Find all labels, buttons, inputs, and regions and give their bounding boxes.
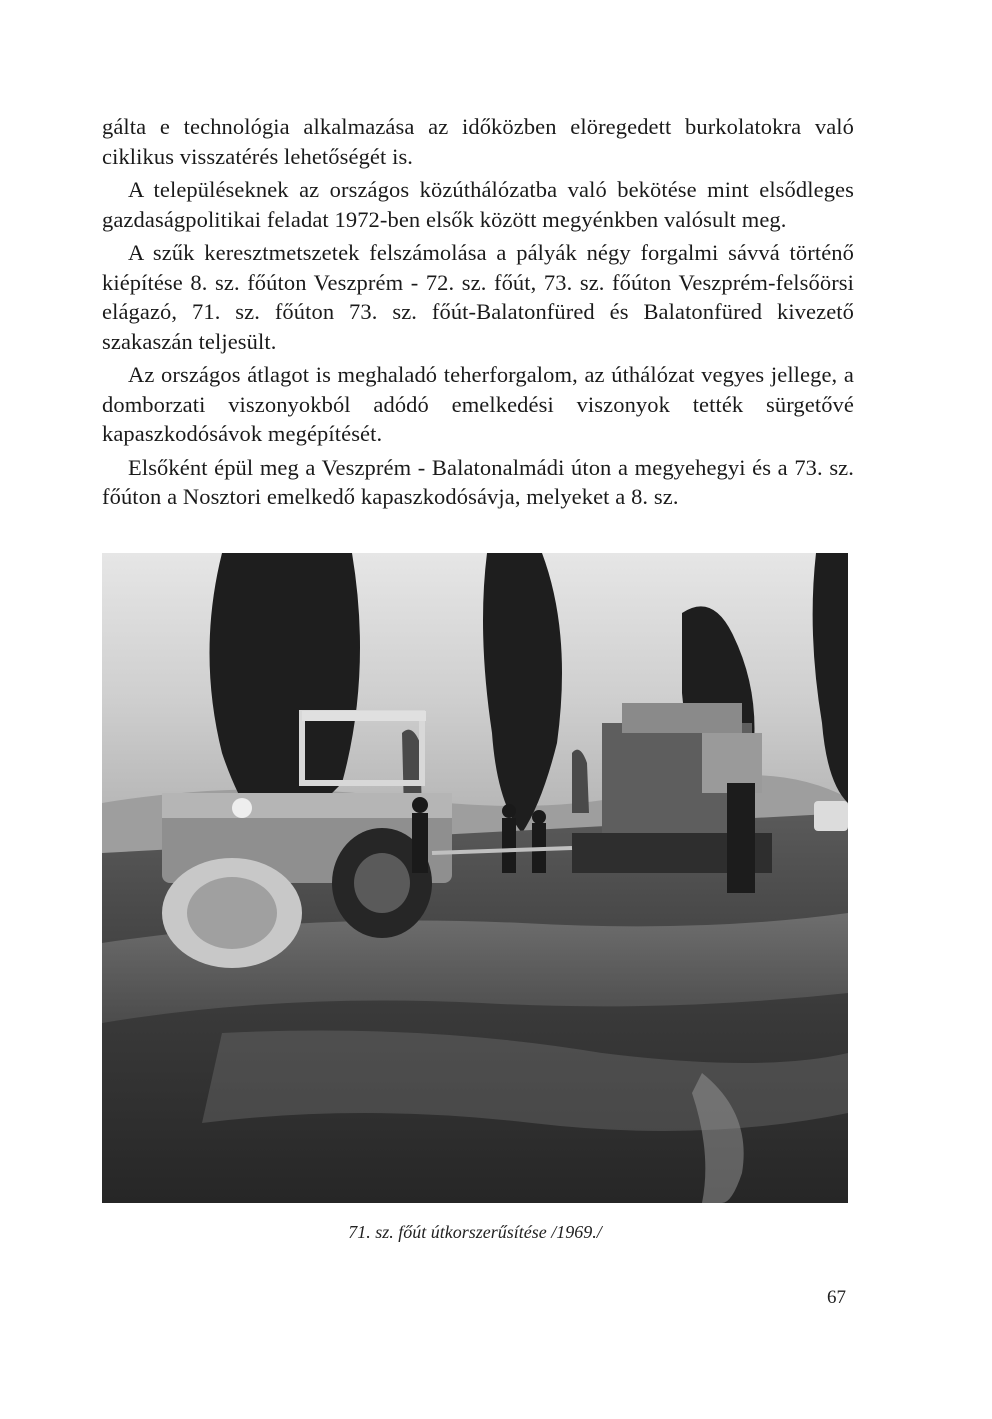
- paragraph: A szűk keresztmetszetek felszámolása a pályák négy forgalmi sávvá történő kiépítése 8. sz. főúton Veszprém - 72. sz. főút, 73. sz. főúton Veszprém-felsőörsi elágazó, 71. sz. főúton 73. sz. főút-Balatonfüred és Balatonfüred kivezető szakaszán teljesült.: [102, 240, 854, 354]
- paragraph: Elsőként épül meg a Veszprém - Balatonalmádi úton a megyehegyi és a 73. sz. főúton a Nosztori emelkedő kapaszkodósávja, melyeket a 8. sz.: [102, 454, 854, 509]
- paragraph: gálta e technológia alkalmazása az időközben elöregedett burkolatokra való ciklikus visszatérés lehetőségét is.: [102, 114, 854, 169]
- page-number: 67: [827, 1287, 846, 1308]
- asphalt-paver: [572, 703, 772, 893]
- paragraph: Az országos átlagot is meghaladó teherforgalom, az úthálózat vegyes jellege, a domborzati viszonyokból adódó emelkedési viszonyok tették sürgetővé kapaszkodósávok megépítését.: [102, 362, 854, 446]
- photo-caption: 71. sz. főút útkorszerűsítése /1969./: [348, 1222, 602, 1242]
- photo-illustration: [102, 553, 848, 1203]
- distant-car: [814, 801, 848, 831]
- body-text: [102, 112, 854, 512]
- road-construction-photo: [102, 553, 848, 1203]
- paragraph: A településeknek az országos közúthálózatba való bekötése mint elsődleges gazdaságpolitikai feladat 1972-ben elsők között megyénkben valósult meg.: [102, 177, 854, 232]
